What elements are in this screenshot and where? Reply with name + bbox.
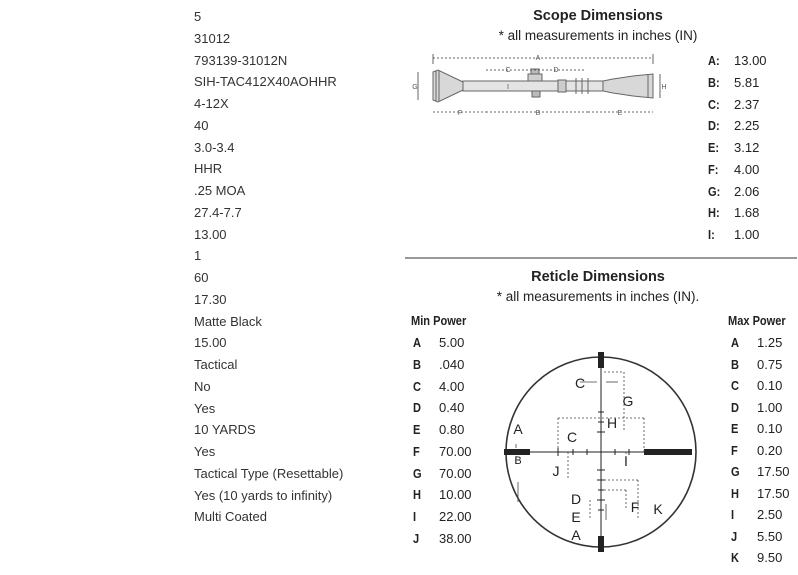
scope-dim-row <box>708 202 759 223</box>
spec-value: 10 YARDS <box>194 422 256 438</box>
max-power-key: G <box>731 464 740 479</box>
max-power-key: H <box>731 485 739 501</box>
scope-dim-key: I: <box>708 227 715 242</box>
min-power-value: 0.80 <box>439 422 465 437</box>
max-power-row <box>731 461 790 482</box>
min-power-key: E <box>413 422 421 437</box>
spec-value: Yes <box>194 444 216 459</box>
max-power-heading: Max Power <box>728 313 786 328</box>
max-power-key: D <box>731 399 739 415</box>
min-power-row <box>413 484 472 505</box>
min-power-heading: Min Power <box>411 313 467 328</box>
spec-row <box>0 224 400 245</box>
max-power-row <box>731 354 782 375</box>
scope-dim-key: E: <box>708 140 720 155</box>
reticle-dimensions-title: Reticle Dimensions <box>531 269 665 285</box>
spec-row <box>0 28 400 49</box>
reticle-letter-f: F <box>630 499 640 515</box>
reticle-dimensions-subtitle: * all measurements in inches (IN). <box>496 289 700 304</box>
spec-row <box>0 202 400 223</box>
max-power-value: 17.50 <box>757 485 790 501</box>
max-power-key: E <box>731 421 739 436</box>
reticle-letter-a-left: A <box>513 421 523 437</box>
scope-dim-value: 4.00 <box>734 161 760 177</box>
spec-value: No <box>194 378 211 394</box>
spec-value: Tactical Type (Resettable) <box>194 465 344 481</box>
spec-value: SIH-TAC412X40AOHHR <box>194 74 337 90</box>
max-power-value: 2.50 <box>757 507 783 522</box>
spec-row <box>0 311 400 332</box>
scope-dim-row <box>708 72 759 93</box>
spec-row <box>0 6 400 27</box>
scope-dim-value: 1.00 <box>734 227 760 242</box>
min-power-row <box>413 441 472 462</box>
max-power-value: 0.75 <box>757 356 783 372</box>
scope-letter-d: D <box>553 67 559 74</box>
reticle-letter-j: J <box>552 463 560 479</box>
max-power-row <box>731 440 782 461</box>
reticle-letter-a-bottom: A <box>571 527 581 543</box>
reticle-letter-e: E <box>571 509 581 525</box>
spec-row <box>0 463 400 484</box>
scope-letter-f: F <box>457 110 463 117</box>
min-power-key: B <box>413 356 421 372</box>
reticle-diagram <box>498 352 698 552</box>
scope-dim-value: 5.81 <box>734 74 760 90</box>
min-power-row <box>413 419 464 440</box>
spec-value: 15.00 <box>194 335 227 351</box>
scope-dim-value: 2.06 <box>734 183 760 199</box>
spec-row <box>0 137 400 158</box>
min-power-value: 70.00 <box>439 443 472 459</box>
spec-value: Yes <box>194 400 216 416</box>
spec-row <box>0 180 400 201</box>
min-power-row <box>413 528 472 549</box>
reticle-letter-i: I <box>624 453 628 469</box>
max-power-value: 0.20 <box>757 442 783 458</box>
spec-value: 31012 <box>194 30 231 46</box>
spec-value: Matte Black <box>194 313 262 329</box>
max-power-value: 5.50 <box>757 528 783 544</box>
scope-dim-key: D: <box>708 118 720 134</box>
max-power-value: 17.50 <box>757 464 790 479</box>
scope-dim-row <box>708 224 759 245</box>
spec-row <box>0 93 400 114</box>
min-power-row <box>413 506 472 527</box>
max-power-value: 0.10 <box>757 421 783 436</box>
min-power-value: 5.00 <box>439 335 465 350</box>
scope-dim-value: 3.12 <box>734 140 760 155</box>
spec-value: 17.30 <box>194 291 227 307</box>
max-power-row <box>731 483 790 504</box>
scope-dim-row <box>708 115 759 136</box>
spec-row <box>0 289 400 310</box>
scope-dimensions-subtitle: * all measurements in inches (IN) <box>498 28 698 43</box>
min-power-value: 0.40 <box>439 400 465 416</box>
scope-dimensions-title: Scope Dimensions <box>533 8 663 24</box>
scope-dim-row <box>708 159 759 180</box>
min-power-key: H <box>413 487 421 503</box>
max-power-row <box>731 504 782 525</box>
min-power-row <box>413 463 472 484</box>
min-power-key: D <box>413 400 421 416</box>
spec-row <box>0 267 400 288</box>
min-power-value: 22.00 <box>439 509 472 524</box>
min-power-value: .040 <box>439 356 465 372</box>
min-power-row <box>413 354 464 375</box>
spec-row <box>0 50 400 71</box>
min-power-value: 10.00 <box>439 487 472 503</box>
spec-value: Yes (10 yards to infinity) <box>194 487 333 503</box>
scope-letter-b: B <box>535 110 541 117</box>
min-power-row <box>413 376 464 397</box>
max-power-key: B <box>731 356 739 372</box>
scope-dim-row <box>708 50 767 71</box>
max-power-key: C <box>731 378 739 393</box>
spec-value: .25 MOA <box>194 183 246 198</box>
scope-dim-row <box>708 94 759 115</box>
spec-value: 1 <box>194 248 202 264</box>
scope-dim-key: B: <box>708 74 720 90</box>
max-power-value: 1.00 <box>757 399 783 415</box>
max-power-row <box>731 418 782 439</box>
spec-value: 40 <box>194 117 209 133</box>
scope-dim-row <box>708 137 759 158</box>
min-power-key: C <box>413 378 421 394</box>
scope-dim-value: 2.25 <box>734 118 760 134</box>
scope-letter-c: C <box>505 67 511 74</box>
spec-value: 793139-31012N <box>194 52 288 68</box>
spec-value: 13.00 <box>194 226 227 242</box>
min-power-row <box>413 332 464 353</box>
spec-row <box>0 376 400 397</box>
scope-letter-i: I <box>507 84 509 91</box>
max-power-value: 0.10 <box>757 378 783 393</box>
max-power-key: A <box>731 335 739 350</box>
scope-dim-key: H: <box>708 205 720 221</box>
max-power-row <box>731 526 782 547</box>
spec-value: Tactical <box>194 357 238 372</box>
scope-dim-value: 13.00 <box>734 53 767 68</box>
max-power-key: K <box>731 550 739 565</box>
reticle-letter-c-top: C <box>574 375 586 391</box>
max-power-row <box>731 547 782 568</box>
spec-row <box>0 71 400 92</box>
min-power-key: A <box>413 335 421 350</box>
spec-row <box>0 354 400 375</box>
spec-row <box>0 441 400 462</box>
min-power-value: 4.00 <box>439 378 465 394</box>
max-power-key: F <box>731 442 738 458</box>
spec-value: 60 <box>194 270 209 285</box>
scope-dim-value: 1.68 <box>734 205 760 221</box>
spec-value: 27.4-7.7 <box>194 204 242 220</box>
scope-dim-key: A: <box>708 53 720 68</box>
reticle-letter-k: K <box>653 501 663 517</box>
reticle-letter-c-mid: C <box>566 429 578 445</box>
spec-row <box>0 332 400 353</box>
max-power-row <box>731 397 782 418</box>
min-power-key: G <box>413 465 422 481</box>
spec-row <box>0 115 400 136</box>
spec-value: 5 <box>194 9 202 24</box>
max-power-value: 9.50 <box>757 550 783 565</box>
scope-diagram <box>408 50 670 124</box>
min-power-value: 38.00 <box>439 530 472 546</box>
spec-value: 3.0-3.4 <box>194 139 235 155</box>
max-power-value: 1.25 <box>757 335 783 350</box>
scope-dim-key: F: <box>708 161 719 177</box>
reticle-letter-g: G <box>622 393 634 409</box>
spec-value: HHR <box>194 161 223 177</box>
spec-row <box>0 245 400 266</box>
reticle-letter-h: H <box>606 415 618 431</box>
reticle-letter-b: B <box>514 455 522 467</box>
spec-row <box>0 398 400 419</box>
spec-value: 4-12X <box>194 96 229 111</box>
scope-dim-key: C: <box>708 96 720 112</box>
min-power-value: 70.00 <box>439 465 472 481</box>
max-power-row <box>731 375 782 396</box>
min-power-key: F <box>413 443 420 459</box>
scope-letter-a: A <box>535 55 541 62</box>
spec-row <box>0 485 400 506</box>
min-power-row <box>413 397 464 418</box>
spec-value: Multi Coated <box>194 509 267 525</box>
min-power-key: I <box>413 509 417 524</box>
spec-row <box>0 419 400 440</box>
spec-row <box>0 158 400 179</box>
max-power-row <box>731 332 782 353</box>
max-power-key: I <box>731 507 735 522</box>
scope-letter-h: H <box>661 84 667 91</box>
spec-row <box>0 506 400 527</box>
min-power-key: J <box>413 530 420 546</box>
scope-dim-row <box>708 181 759 202</box>
max-power-key: J <box>731 528 738 544</box>
scope-dim-value: 2.37 <box>734 96 760 112</box>
scope-letter-e: E <box>617 110 623 117</box>
scope-dim-key: G: <box>708 183 721 199</box>
section-divider <box>405 257 797 259</box>
reticle-letter-d: D <box>570 491 582 507</box>
scope-letter-g: G <box>412 84 418 91</box>
